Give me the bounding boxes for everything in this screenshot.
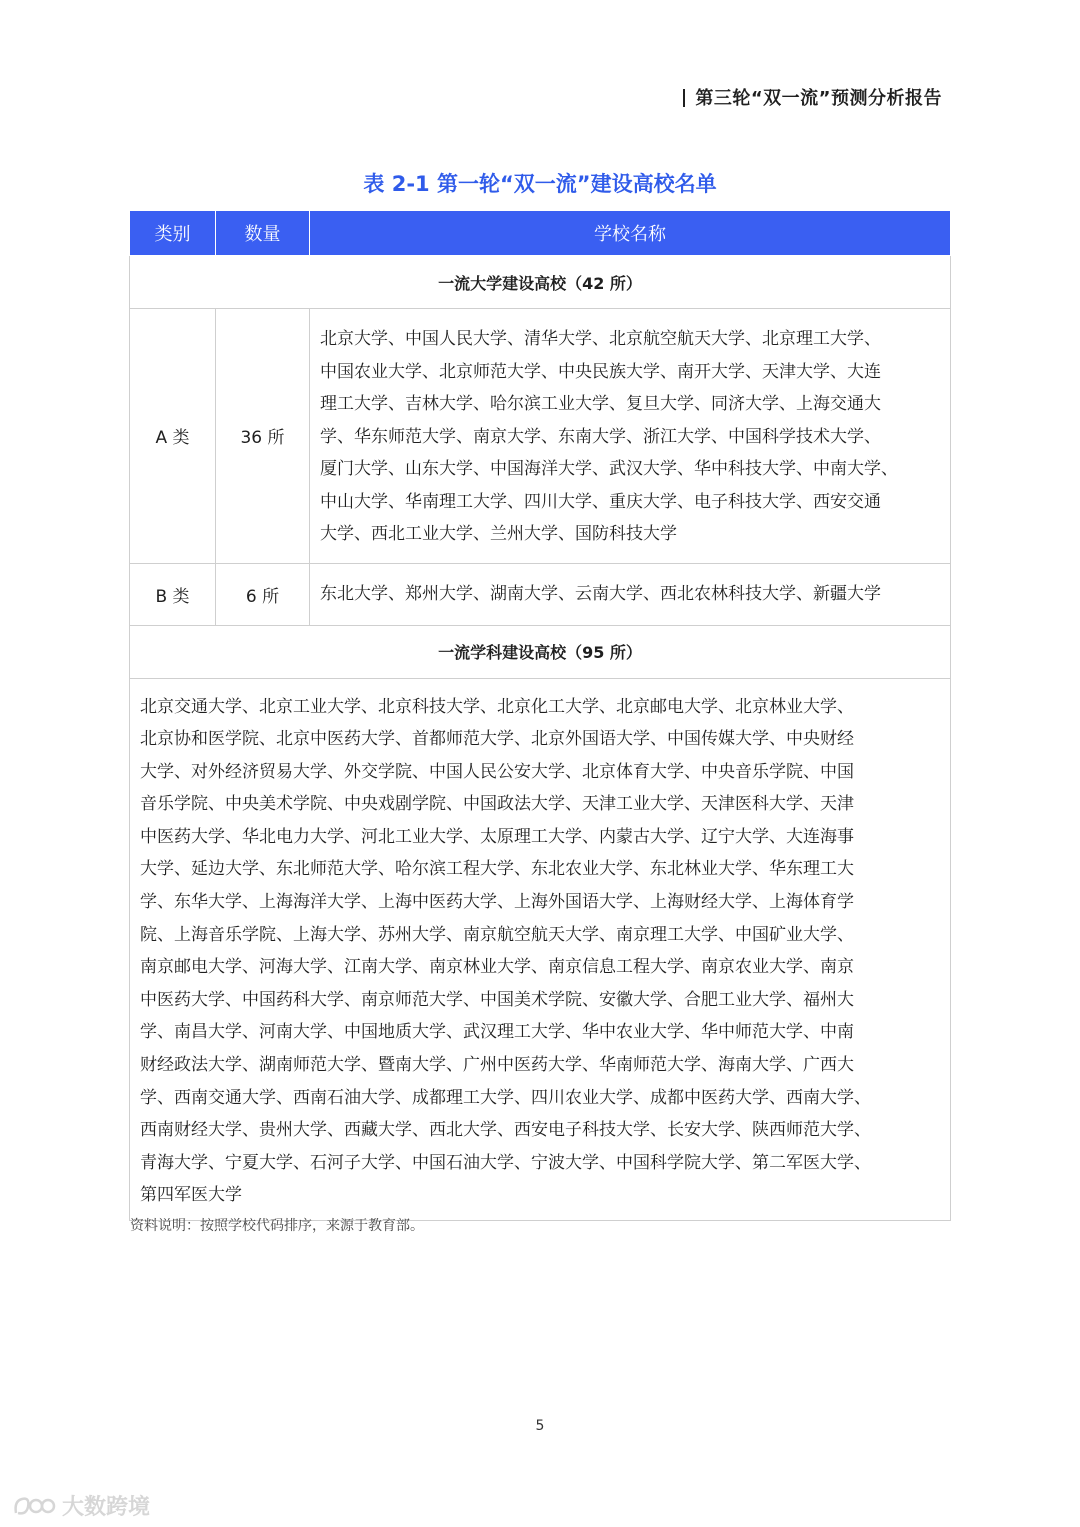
page-number: 5 <box>535 1418 545 1434</box>
school-line: 中医药大学、中国药科大学、南京师范大学、中国美术学院、安徽大学、合肥工业大学、福州大 <box>140 989 854 1010</box>
table-row-class-b <box>130 563 951 625</box>
school-line: 院、上海音乐学院、上海大学、苏州大学、南京航空航天大学、南京理工大学、中国矿业大学、 <box>140 924 854 945</box>
class-a-school-names <box>310 309 951 564</box>
school-line: 北京交通大学、北京工业大学、北京科技大学、北京化工大学、北京邮电大学、北京林业大学、 <box>140 696 854 717</box>
school-line: 北京大学、中国人民大学、清华大学、北京航空航天大学、北京理工大学、 <box>320 329 881 349</box>
school-line: 南京邮电大学、河海大学、江南大学、南京林业大学、南京信息工程大学、南京农业大学、南京 <box>140 957 854 978</box>
school-line: 理工大学、吉林大学、哈尔滨工业大学、复旦大学、同济大学、上海交通大 <box>320 394 881 414</box>
school-line: 音乐学院、中央美术学院、中央戏剧学院、中国政法大学、天津工业大学、天津医科大学、天津 <box>140 794 854 815</box>
class-a-category: A 类 <box>130 309 216 564</box>
school-line: 中山大学、华南理工大学、四川大学、重庆大学、电子科技大学、西安交通 <box>320 491 881 512</box>
column-header-category: 类别 <box>130 211 216 256</box>
report-header <box>683 84 942 110</box>
school-line: 中医药大学、华北电力大学、河北工业大学、太原理工大学、内蒙古大学、辽宁大学、大连海事 <box>140 826 854 847</box>
table-caption: 表 2-1 第一轮“双一流”建设高校名单 <box>363 172 717 196</box>
column-header-school-name: 学校名称 <box>310 211 951 256</box>
school-line: 西南财经大学、贵州大学、西藏大学、西北大学、西安电子科技大学、长安大学、陕西师范大学、 <box>140 1120 871 1141</box>
table-header-row <box>130 211 951 256</box>
section-row-university <box>130 256 951 309</box>
discipline-school-names <box>130 678 951 1221</box>
school-line: 学、华东师范大学、南京大学、东南大学、浙江大学、中国科学技术大学、 <box>320 426 881 447</box>
class-a-count: 36 所 <box>216 309 310 564</box>
header-title: 第三轮“双一流”预测分析报告 <box>695 88 942 109</box>
brand-logo-icon <box>12 1493 56 1519</box>
section-row-discipline <box>130 625 951 678</box>
school-line: 青海大学、宁夏大学、石河子大学、中国石油大学、宁波大学、中国科学院大学、第二军医大学、 <box>140 1152 871 1173</box>
class-b-school-names: 东北大学、郑州大学、湖南大学、云南大学、西北农林科技大学、新疆大学 <box>310 563 951 625</box>
section-title-discipline: 一流学科建设高校（95 所） <box>130 625 951 678</box>
table-row-discipline <box>130 678 951 1221</box>
header-divider <box>683 89 685 107</box>
watermark-text: 大数跨境 <box>62 1495 151 1520</box>
school-line: 大学、对外经济贸易大学、外交学院、中国人民公安大学、北京体育大学、中央音乐学院、中国 <box>140 761 854 782</box>
school-line: 北京协和医学院、北京中医药大学、首都师范大学、北京外国语大学、中国传媒大学、中央财经 <box>140 729 854 750</box>
school-line: 学、东华大学、上海海洋大学、上海中医药大学、上海外国语大学、上海财经大学、上海体育学 <box>140 892 854 913</box>
university-list-table <box>129 210 951 1221</box>
source-note: 资料说明：按照学校代码排序，来源于教育部。 <box>130 1218 424 1234</box>
school-line: 学、南昌大学、河南大学、中国地质大学、武汉理工大学、华中农业大学、华中师范大学、中南 <box>140 1022 854 1043</box>
school-line: 第四军医大学 <box>140 1185 242 1206</box>
school-line: 大学、延边大学、东北师范大学、哈尔滨工程大学、东北农业大学、东北林业大学、华东理工大 <box>140 859 854 880</box>
class-b-count: 6 所 <box>216 563 310 625</box>
column-header-count: 数量 <box>216 211 310 256</box>
class-b-category: B 类 <box>130 563 216 625</box>
school-line: 厦门大学、山东大学、中国海洋大学、武汉大学、华中科技大学、中南大学、 <box>320 459 898 479</box>
school-line: 财经政法大学、湖南师范大学、暨南大学、广州中医药大学、华南师范大学、海南大学、广西大 <box>140 1055 854 1076</box>
table-row-class-a <box>130 309 951 564</box>
school-line: 学、西南交通大学、西南石油大学、成都理工大学、四川农业大学、成都中医药大学、西南大学、 <box>140 1087 871 1108</box>
school-line: 中国农业大学、北京师范大学、中央民族大学、南开大学、天津大学、大连 <box>320 361 881 382</box>
section-title-university: 一流大学建设高校（42 所） <box>130 256 951 309</box>
school-line: 大学、西北工业大学、兰州大学、国防科技大学 <box>320 524 677 544</box>
watermark <box>12 1490 150 1521</box>
